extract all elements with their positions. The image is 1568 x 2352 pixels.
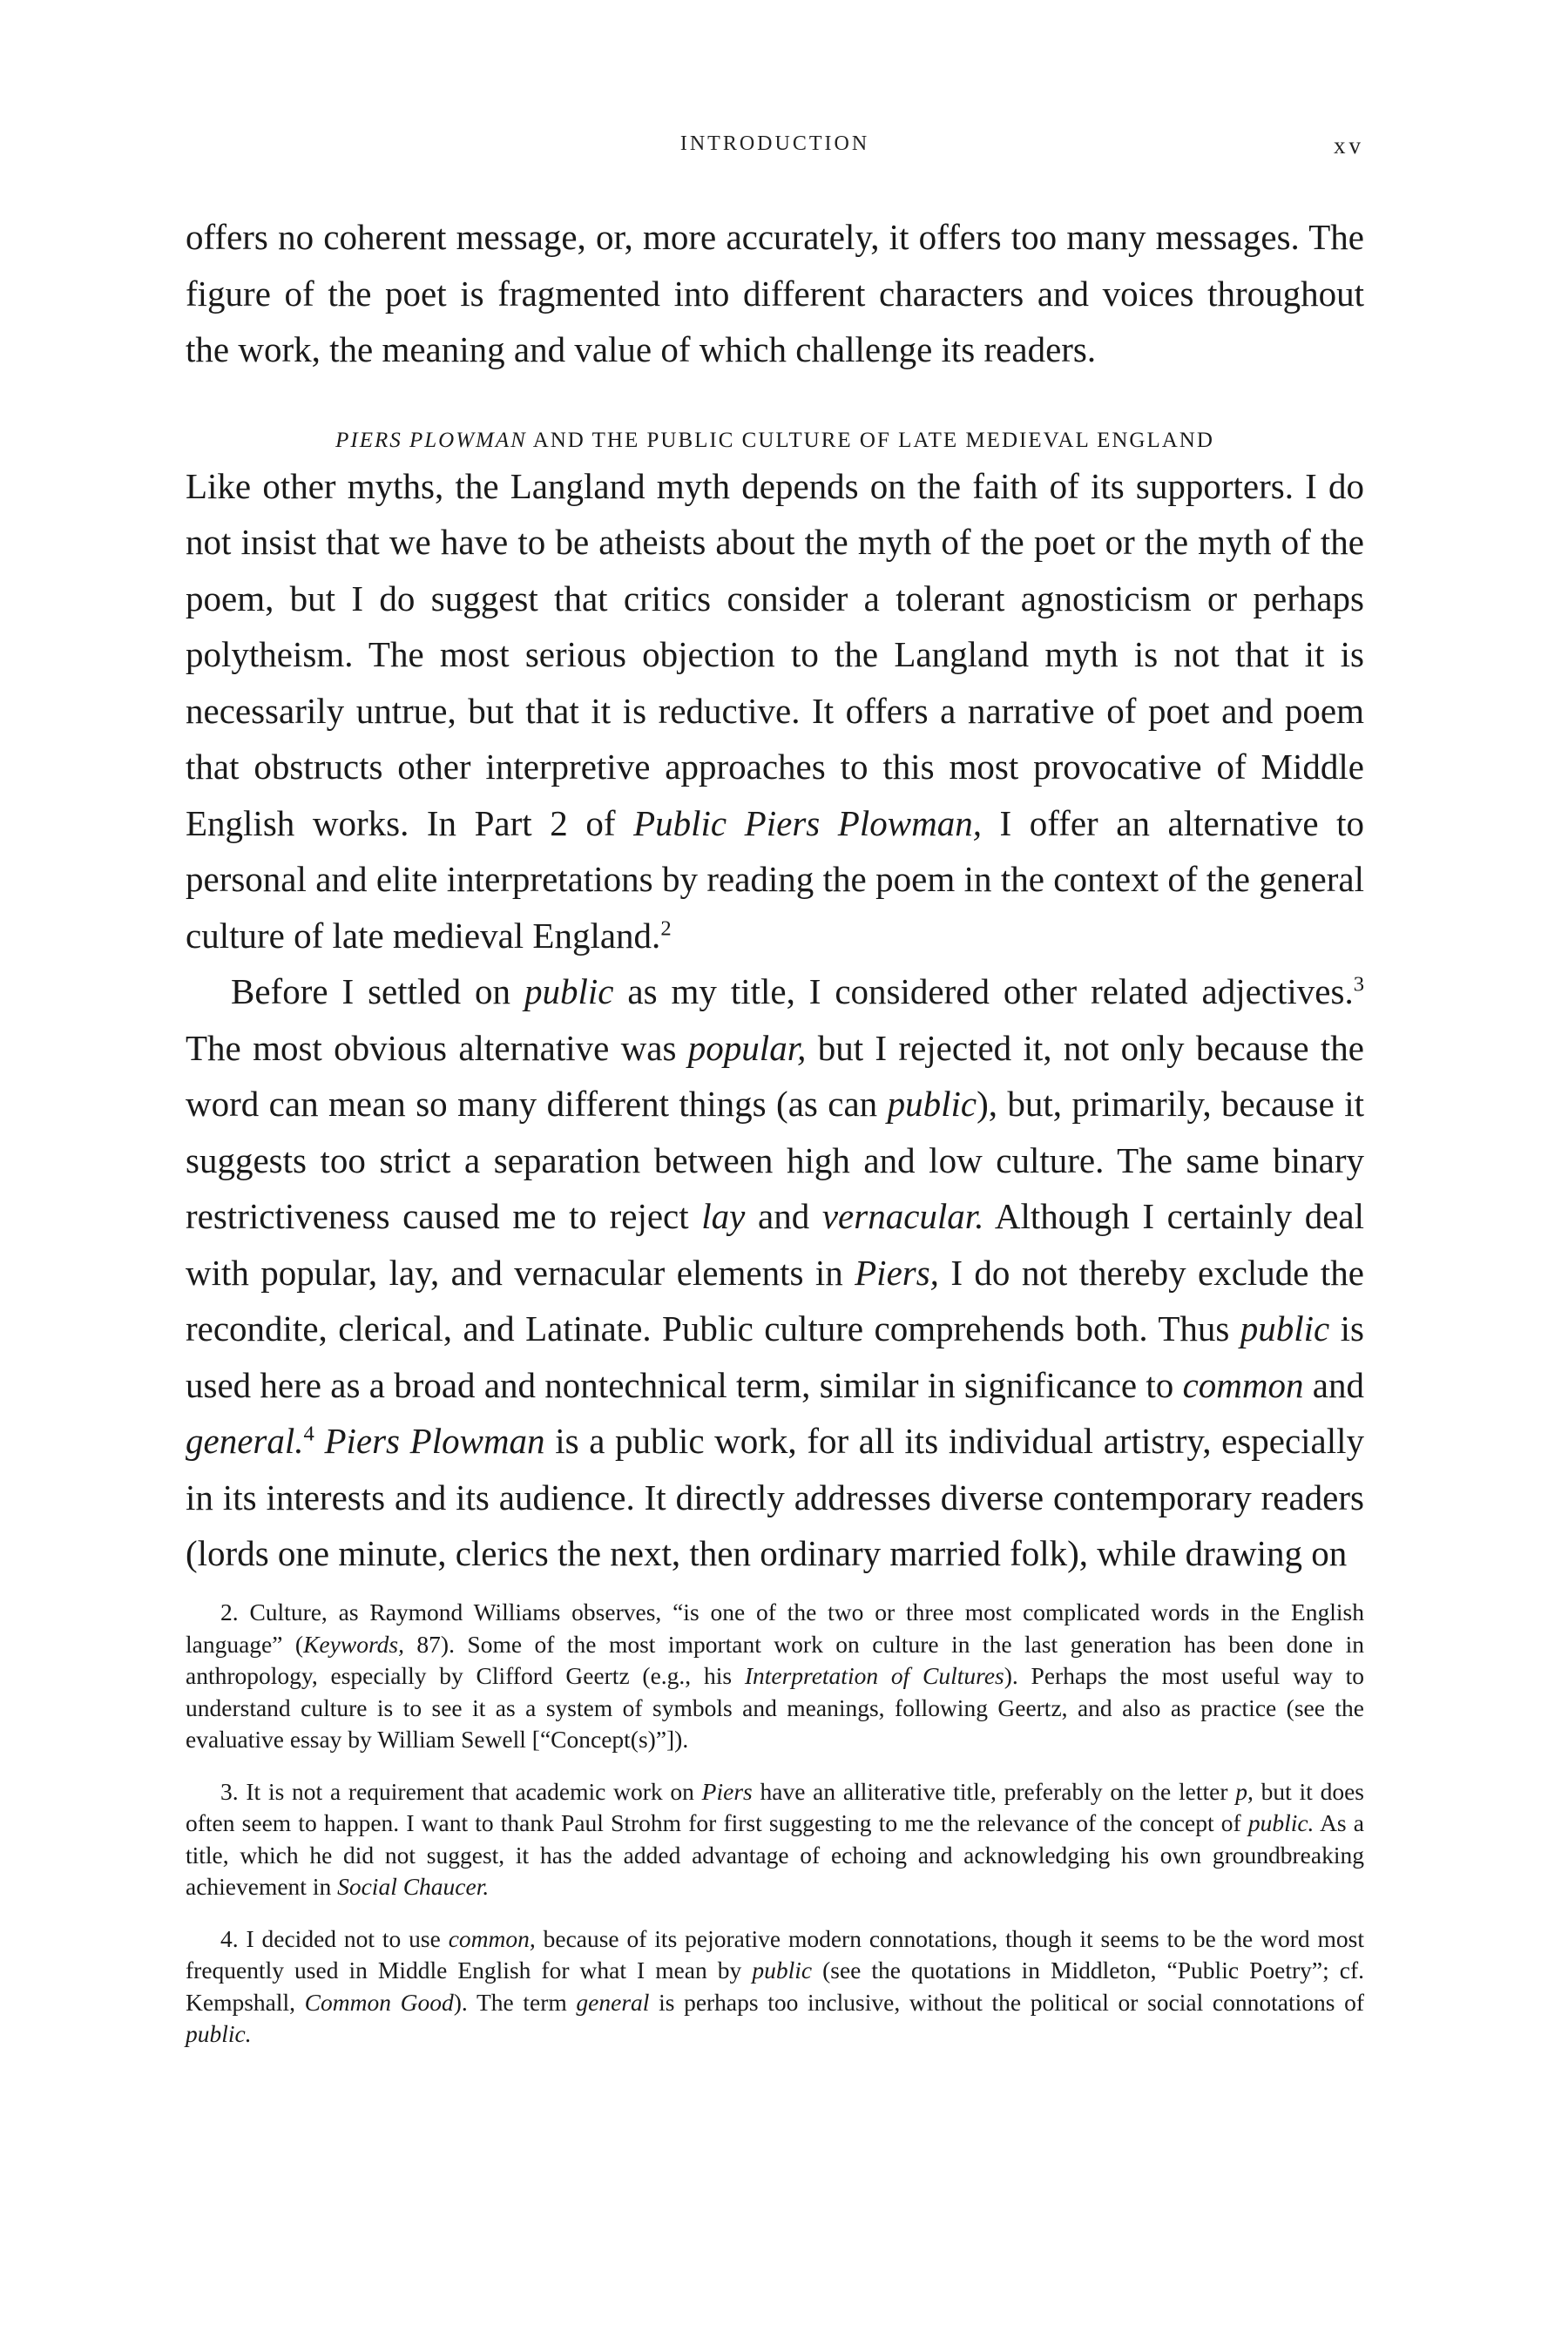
paragraph-2: Like other myths, the Langland myth depends on the faith of its supporters. I do not insist that we have to be atheists about the myth of the poet or the myth of the poem, but I do suggest that critics consider a tolerant agnosticism or perhaps polytheism. The most serious objection to the Langland myth is not that it is necessarily untrue, but that it is reductive. It offers a narrative of poet and poem that obstructs other interpretive approaches to this most provocative of Middle English works. In Part 2 of Public Piers Plowman, I offer an alternative to personal and elite interpretations by reading the poem in the context of the general culture of late medieval England.$^2$ <box>186 465 1365 956</box>
section-heading: PIERS PLOWMAN AND THE PUBLIC CULTURE OF LATE MEDIEVAL ENGLAND <box>335 428 1214 452</box>
running-head <box>186 132 1364 164</box>
footnote-ref-4: 4 <box>303 1422 314 1446</box>
footnote-ref-3: 3 <box>1353 972 1364 997</box>
footnote-3: 3. It is not a requirement that academic work on Piers have an alliterative title, preferably on the letter p, but it does often seem to happen. I want to thank Paul Strohm for first suggesting to me the relevance of the concept of public. As a title, which he did not suggest, it has the added advantage of echoing and acknowledging his own groundbreaking achievement in Social Chaucer. <box>186 1777 1365 1900</box>
footnotes <box>186 1597 1364 2071</box>
page-number: xv <box>1334 132 1364 159</box>
paragraph-3: Before I settled on public as my title, I considered other related adjectives.$^3$ The most obvious alternative was popular, but I rejected it, not only because the word can mean so many different things (as can public), but, primarily, because it suggests too strict a separation between high and low culture. The same binary restrictiveness caused me to reject lay and vernacular. Although I certainly deal with popular, lay, and vernacular elements in Piers, I do not thereby exclude the recondite, clerical, and Latinate. Public culture comprehends both. Thus public is used here as a broad and nontechnical term, similar in significance to common and general.$^4$ Piers Plowman is a public work, for all its individual artistry, especially in its interests and its audience. It directly addresses diverse contemporary readers (lords one minute, clerics the next, then ordinary married folk), while drawing on <box>186 971 1365 1573</box>
footnote-ref-2: 2 <box>660 916 672 940</box>
footnote-2: 2. Culture, as Raymond Williams observes, “is one of the two or three most complicated words in the English language” (Keywords, 87). Some of the most important work on culture in the last generation has been done in anthropology, especially by Clifford Geertz (e.g., his Interpretation of Cultures). Perhaps the most useful way to understand culture is to see it as a system of symbols and meanings, following Geertz, and also as practice (see the evaluative essay by William Sewell [“Concept(s)”]). <box>186 1598 1364 1753</box>
body-text <box>186 209 1364 1582</box>
paragraph-continuation: offers no coherent message, or, more accurately, it offers too many messages. The figure of the poet is fragmented into different characters and voices throughout the work, the meaning and value of which challenge its readers. <box>186 217 1364 369</box>
running-head-title: INTRODUCTION <box>679 132 870 155</box>
footnote-4: 4. I decided not to use common, because of its pejorative modern connotations, though it seems to be the word most frequently used in Middle English for what I mean by public (see the quotations in Middleton, “Public Poetry”; cf. Kempshall, Common Good). The term general is perhaps too inclusive, without the political or social connotations of public. <box>186 1924 1364 2047</box>
